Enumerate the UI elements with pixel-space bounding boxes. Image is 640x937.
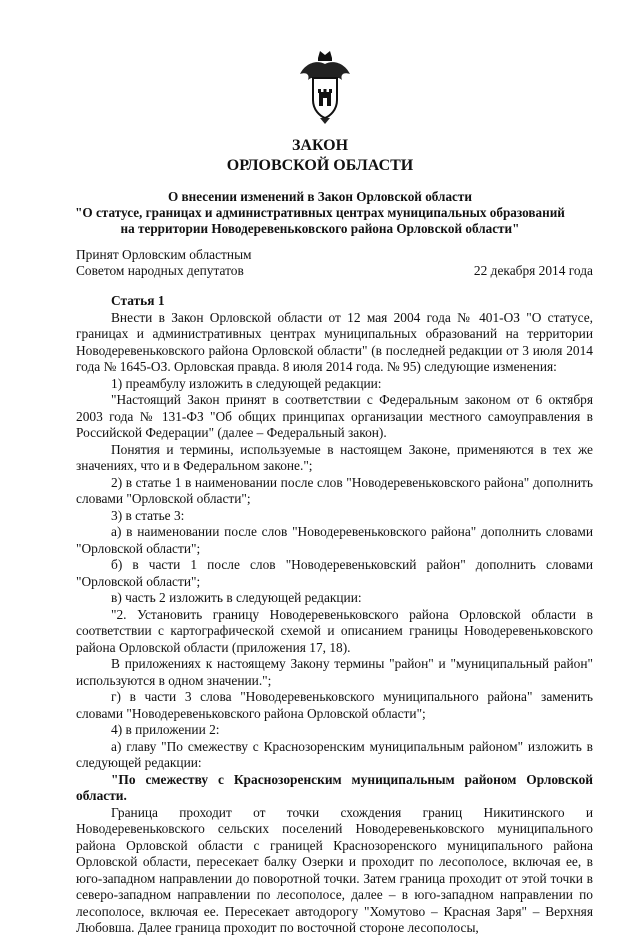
paragraph: г) в части 3 слова "Новодеревеньковского муниципального района" заменить словами "Новодеревеньковского района Орловской области"; xyxy=(76,689,593,721)
paragraph: в) часть 2 изложить в следующей редакции: xyxy=(111,590,362,605)
adoption-body-line2: Советом народных депутатов xyxy=(76,263,244,278)
paragraph: б) в части 1 после слов "Новодеревеньковский район" дополнить словами "Орловской области"; xyxy=(76,557,593,589)
paragraph: "2. Установить границу Новодеревеньковского района Орловской области в соответствии с картографической схемой и описанием границы Новодеревеньковского района Орловской области (приложения 17, 18). xyxy=(76,606,593,655)
document-body xyxy=(76,293,593,937)
castle-merlon xyxy=(324,89,327,93)
paragraph: 4) в приложении 2: xyxy=(111,722,220,737)
paragraph: 1) преамбулу изложить в следующей редакции: xyxy=(111,375,382,391)
article-heading: Статья 1 xyxy=(111,293,165,308)
crown-band xyxy=(318,58,332,61)
adoption-body-line1: Принят Орловским областным xyxy=(76,247,252,262)
law-subtitle-line1: О внесении изменений в Закон Орловской области xyxy=(168,189,472,204)
paragraph: "Настоящий Закон принят в соответствии с Федеральным законом от 6 октября 2003 года № 131-ФЗ "Об общих принципах организации местного самоуправления в Российской Федерации" (далее – Федеральный закон). xyxy=(76,392,593,440)
coat-of-arms-emblem xyxy=(298,48,352,124)
adoption-date: 22 декабря 2014 года xyxy=(473,263,593,278)
paragraph: Внести в Закон Орловской области от 12 мая 2004 года № 401-ОЗ "О статусе, границах и административных центрах муниципальных образований на территории Новодеревеньковского района Орловской области" (в последней редакции от 3 июля 2014 года № 1645-ОЗ. Орловская правда. 8 июля 2014 года. № 95) следующие изменения: xyxy=(76,309,593,374)
chapter-heading: "По смежеству с Краснозоренским муниципальным районом Орловской области. xyxy=(76,771,593,803)
castle-gate xyxy=(323,98,327,106)
crown-shape xyxy=(318,51,332,58)
paragraph: а) в наименовании после слов "Новодеревеньковского района" дополнить словами "Орловской области"; xyxy=(76,524,593,556)
paragraph: 3) в статье 3: xyxy=(111,507,185,523)
law-subtitle-line3: на территории Новодеревеньковского района Орловской области" xyxy=(120,221,520,236)
law-title-word: ЗАКОН xyxy=(291,137,349,154)
castle-merlon xyxy=(318,89,321,93)
paragraph: 2) в статье 1 в наименовании после слов "Новодеревеньковского района" дополнить словами "Орловской области"; xyxy=(76,474,593,506)
paragraph: В приложениях к настоящему Закону термины "район" и "муниципальный район" используются в одном значении."; xyxy=(76,656,593,688)
paragraph: а) главу "По смежеству с Краснозоренским муниципальным районом" изложить в следующей редакции: xyxy=(76,738,593,770)
coat-of-arms-icon xyxy=(298,48,352,124)
paragraph: Граница проходит от точки схождения границ Никитинского и Новодеревеньковского сельских поселений Новодеревеньковского муниципального района Орловской области с границей Краснозоренского муниципального района Орловской области, пересекает балку Озерки и проходит по лесополосе, включая ее, в юго-западном направлении до поворотной точки. Затем граница проходит от этой точки в северо-западном направлении по лесополосе, далее – в юго-западном направлении по лесополосе, включая ее. Пересекает автодорогу "Хомутово – Красная Заря" – Верхняя Любовша. Далее граница проходит по восточной стороне лесополосы, xyxy=(76,804,593,935)
law-subtitle-line2: "О статусе, границах и административных центрах муниципальных образований xyxy=(75,205,565,220)
law-title-region: ОРЛОВСКОЙ ОБЛАСТИ xyxy=(226,157,414,174)
castle-merlon xyxy=(329,89,332,93)
paragraph: Понятия и термины, используемые в настоящем Законе, применяются в тех же значениях, что и в Федеральном законе."; xyxy=(76,441,593,473)
eagle-tail xyxy=(320,118,330,124)
